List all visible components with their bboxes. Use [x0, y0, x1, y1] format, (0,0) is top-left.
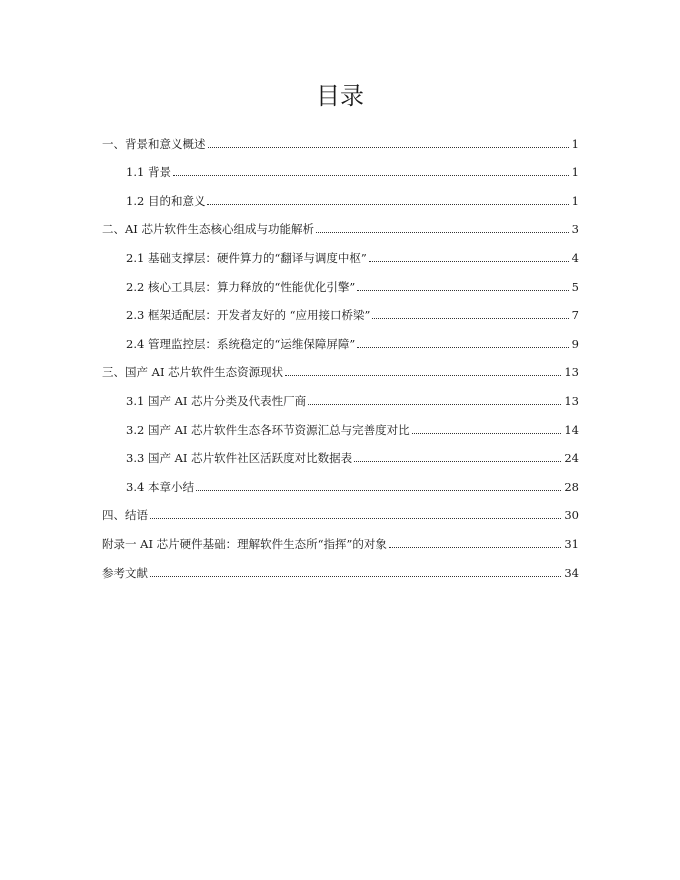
toc-entry-text: 3.3 国产 AI 芯片软件社区活跃度对比数据表 — [126, 451, 353, 466]
toc-entry-text: 2.1 基础支撑层：硬件算力的“翻译与调度中枢” — [126, 250, 367, 265]
table-of-contents — [102, 123, 579, 581]
dot-leader — [150, 576, 561, 577]
toc-entry-text: 1.2 目的和意义 — [126, 193, 206, 208]
toc-page-number: 1 — [571, 136, 579, 151]
toc-entry[interactable] — [102, 209, 579, 238]
toc-page-number: 30 — [564, 508, 579, 523]
dot-leader — [208, 147, 569, 148]
toc-entry[interactable] — [102, 180, 579, 209]
toc-entry[interactable] — [102, 237, 579, 266]
dot-leader — [207, 204, 568, 205]
dot-leader — [357, 290, 568, 291]
toc-page-number: 5 — [571, 279, 579, 294]
toc-entry-text: 3.4 本章小结 — [126, 479, 194, 494]
toc-page-number: 4 — [571, 250, 579, 265]
toc-entry[interactable] — [102, 523, 579, 552]
dot-leader — [150, 518, 561, 519]
dot-leader — [316, 232, 569, 233]
dot-leader — [412, 433, 562, 434]
toc-entry[interactable] — [102, 466, 579, 495]
toc-page-number: 1 — [571, 193, 579, 208]
dot-leader — [308, 404, 561, 405]
dot-leader — [369, 261, 569, 262]
toc-entry[interactable] — [102, 380, 579, 409]
dot-leader — [372, 318, 568, 319]
toc-entry-text: 附录一 AI 芯片硬件基础：理解软件生态所“指挥”的对象 — [102, 536, 387, 551]
toc-page-number: 13 — [564, 365, 579, 380]
dot-leader — [357, 347, 568, 348]
toc-page-number: 14 — [564, 422, 579, 437]
toc-entry[interactable] — [102, 552, 579, 581]
toc-entry-text: 一、背景和意义概述 — [102, 136, 206, 151]
dot-leader — [285, 375, 561, 376]
toc-entry[interactable] — [102, 409, 579, 438]
toc-page-number: 1 — [571, 165, 579, 180]
toc-entry-text: 四、结语 — [102, 508, 148, 523]
toc-entry-text: 3.1 国产 AI 芯片分类及代表性厂商 — [126, 393, 307, 408]
toc-entry-text: 2.2 核心工具层：算力释放的“性能优化引擎” — [126, 279, 356, 294]
toc-page-number: 24 — [564, 451, 579, 466]
toc-entry[interactable] — [102, 495, 579, 524]
toc-entry[interactable] — [102, 352, 579, 381]
toc-page-number: 9 — [571, 336, 579, 351]
dot-leader — [173, 175, 569, 176]
toc-page-number: 7 — [571, 308, 579, 323]
toc-entry[interactable] — [102, 295, 579, 324]
toc-entry[interactable] — [102, 152, 579, 181]
toc-entry-text: 2.4 管理监控层：系统稳定的“运维保障屏障” — [126, 336, 356, 351]
toc-page-number: 3 — [571, 222, 579, 237]
toc-entry-text: 参考文献 — [102, 565, 148, 580]
toc-entry-text: 3.2 国产 AI 芯片软件生态各环节资源汇总与完善度对比 — [126, 422, 410, 437]
toc-page-number: 28 — [564, 479, 579, 494]
toc-entry-text: 三、国产 AI 芯片软件生态资源现状 — [102, 365, 284, 380]
toc-entry[interactable] — [102, 123, 579, 152]
toc-page-number: 34 — [564, 565, 579, 580]
toc-page-number: 13 — [564, 393, 579, 408]
toc-entry-text: 2.3 框架适配层：开发者友好的 “应用接口桥梁” — [126, 308, 371, 323]
dot-leader — [354, 461, 561, 462]
toc-entry-text: 1.1 背景 — [126, 165, 171, 180]
toc-entry[interactable] — [102, 438, 579, 467]
dot-leader — [389, 547, 561, 548]
toc-entry[interactable] — [102, 266, 579, 295]
toc-entry-text: 二、AI 芯片软件生态核心组成与功能解析 — [102, 222, 315, 237]
dot-leader — [196, 490, 561, 491]
toc-entry[interactable] — [102, 323, 579, 352]
toc-page-number: 31 — [564, 536, 579, 551]
toc-title: 目录 — [316, 82, 364, 110]
